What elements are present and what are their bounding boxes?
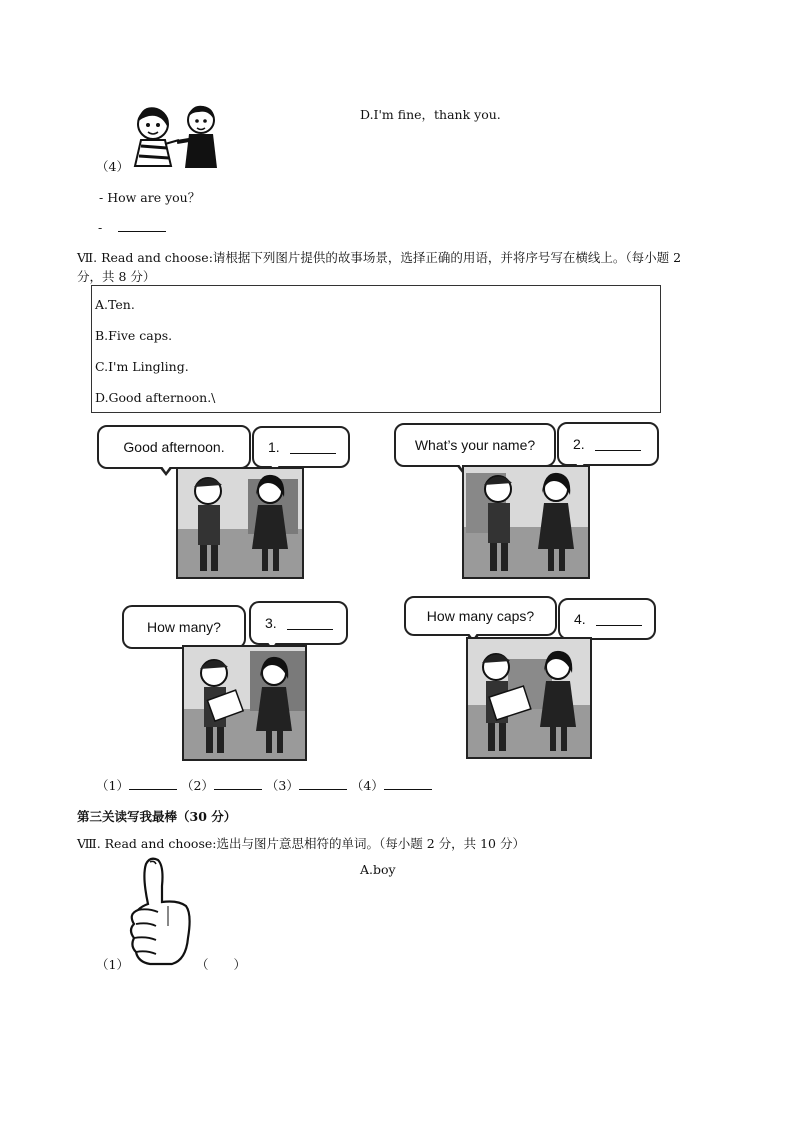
panel-1-answer-bubble [252, 426, 350, 468]
option-d: D.Good afternoon.\ [95, 390, 216, 405]
answer-3-blank[interactable] [299, 777, 347, 790]
answer-2-label: （2） [180, 778, 214, 793]
panel-3-speech: How many? [147, 619, 221, 635]
options-box [91, 285, 661, 413]
part-3-heading: 第三关读写我最棒（30 分） [77, 809, 237, 824]
answer-2-blank[interactable] [214, 777, 262, 790]
panel-1-speech-bubble [97, 425, 251, 469]
section-7-title-line2: 分，共 8 分） [77, 269, 156, 284]
option-a-boy: A.boy [360, 862, 396, 877]
panel-3-number: 3. [265, 615, 277, 631]
option-a: A.Ten. [95, 297, 135, 312]
panel-2-speech: What’s your name? [414, 437, 536, 453]
answer-row [96, 776, 432, 794]
panel-4-number: 4. [574, 611, 586, 627]
item-1-answer-paren[interactable]: （ ） [196, 957, 247, 972]
panel-3-blank[interactable] [287, 617, 333, 630]
panel-4-speech-bubble [404, 596, 557, 636]
option-b: B.Five caps. [95, 328, 173, 343]
panel-2-picture [462, 465, 590, 579]
answer-1-label: （1） [96, 778, 129, 793]
panel-3-answer-bubble [249, 601, 348, 645]
answer-4-label: （4） [350, 778, 384, 793]
panel-3-picture [182, 645, 307, 761]
panel-4-picture [466, 637, 592, 759]
answer-blank[interactable] [118, 219, 166, 232]
panel-1-blank[interactable] [290, 441, 336, 454]
panel-2-number: 2. [573, 436, 585, 452]
option-d-line: D.I'm fine，thank you. [360, 107, 501, 122]
item-4-label: （4） [96, 159, 129, 174]
option-c: C.I'm Lingling. [95, 359, 189, 374]
dash: - [98, 220, 103, 235]
panel-1-picture [176, 467, 304, 579]
answer-3-label: （3） [265, 778, 299, 793]
answer-1-blank[interactable] [129, 777, 177, 790]
section-8-title: Ⅷ. Read and choose:选出与图片意思相符的单词。（每小题 2 分，共 10 分） [77, 836, 525, 851]
panel-1-speech: Good afternoon. [123, 439, 225, 455]
panel-4-blank[interactable] [596, 613, 642, 626]
section-7-title-line1: Ⅶ. Read and choose:请根据下列图片提供的故事场景，选择正确的用语，并将序号写在横线上。（每小题 2 [77, 250, 682, 265]
panel-2-answer-bubble [557, 422, 659, 466]
answer-line [98, 219, 166, 235]
panel-4-answer-bubble [558, 598, 656, 640]
question-how-are-you: - How are you？ [99, 190, 201, 205]
item-1-label: （1） [96, 957, 129, 972]
answer-4-blank[interactable] [384, 777, 432, 790]
panel-3-speech-bubble [122, 605, 246, 649]
thumbs-up-picture [128, 856, 194, 968]
panel-1-number: 1. [268, 439, 280, 455]
panel-2-speech-bubble [394, 423, 556, 467]
panel-4-speech: How many caps? [426, 608, 535, 624]
greeting-picture [127, 100, 221, 168]
panel-2-blank[interactable] [595, 438, 641, 451]
